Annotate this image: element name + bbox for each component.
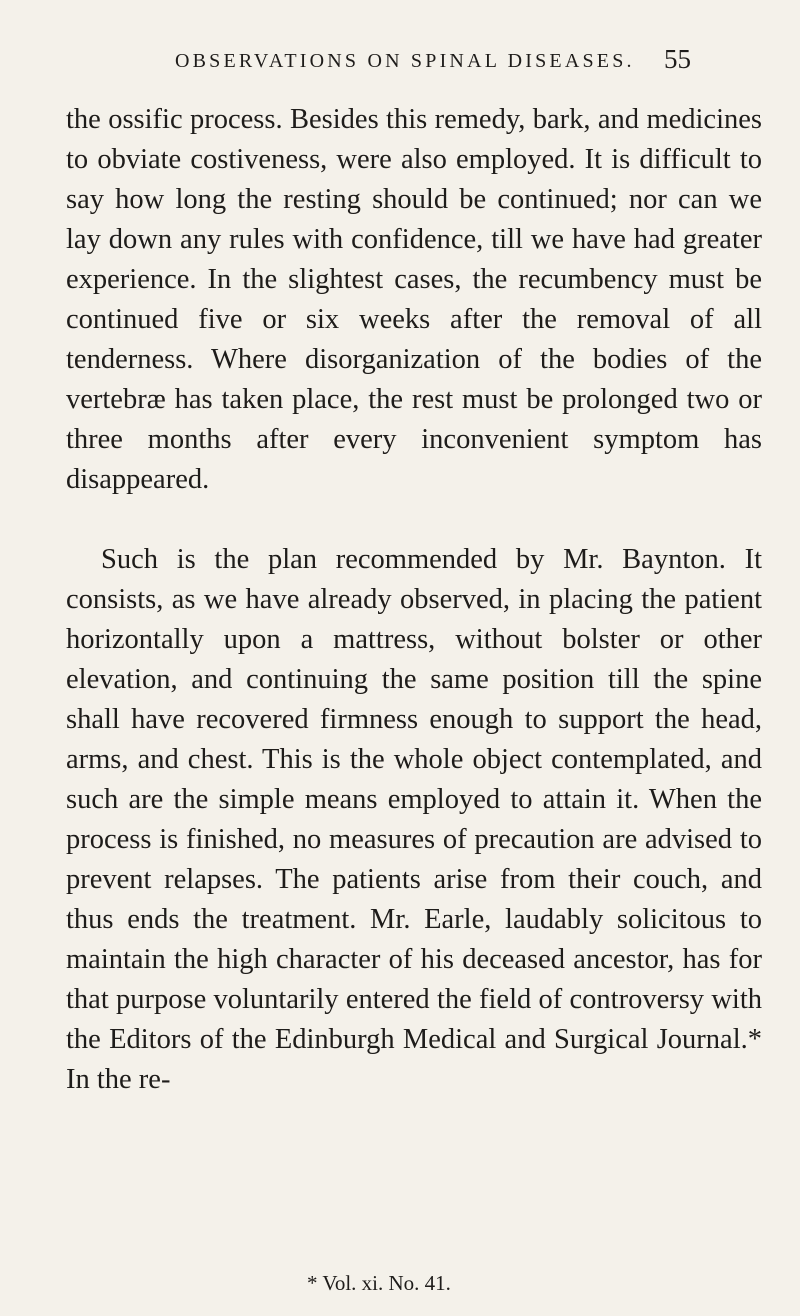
body-text <box>66 100 762 1100</box>
paragraph-1: the ossific process. Besides this remedy, bark, and medicines to obviate costiveness, were also employed. It is difficult to say how long the resting should be continued; nor can we lay down any rules with confidence, till we have had greater experience. In the slightest cases, the recumbency must be continued five or six weeks after the removal of all tenderness. Where disorganization of the bodies of the vertebræ has taken place, the rest must be prolonged two or three months after every inconvenient symptom has disappeared. <box>66 104 762 495</box>
paragraph-2: Such is the plan recommended by Mr. Baynton. It consists, as we have already observed, in placing the patient horizontally upon a mattress, without bolster or other elevation, and continuing the same position till the spine shall have recovered firmness enough to support the head, arms, and chest. This is the whole object contemplated, and such are the simple means employed to attain it. When the process is finished, no measures of precaution are advised to prevent relapses. The patients arise from their couch, and thus ends the treatment. Mr. Earle, laudably solicitous to maintain the high character of his deceased ancestor, has for that purpose voluntarily entered the field of controversy with the Editors of the Edinburgh Medical and Surgical Journal.* In the re- <box>66 544 762 1095</box>
page-number: 55 <box>664 44 691 74</box>
footnote: * Vol. xi. No. 41. <box>307 1271 451 1295</box>
running-title: OBSERVATIONS ON SPINAL DISEASES. <box>175 50 635 72</box>
